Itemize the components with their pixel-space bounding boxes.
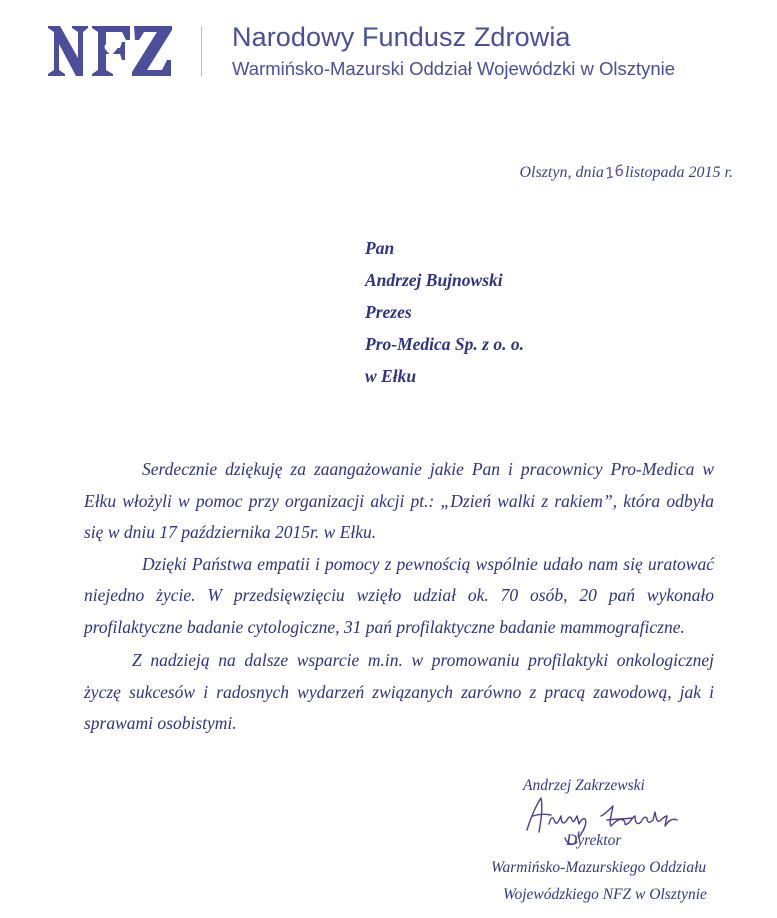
recipient-line: Pro-Medica Sp. z o. o.: [365, 334, 524, 354]
signatory-name: Andrzej Zakrzewski: [523, 777, 645, 794]
signatory-title: Dyrektor: [566, 832, 622, 849]
recipient-line: Andrzej Bujnowski: [365, 270, 503, 290]
signatory-org-line: Warmińsko-Mazurskiego Oddziału: [491, 859, 707, 876]
recipient-line: Pan: [365, 238, 395, 258]
dateline-rest: listopada 2015 r.: [624, 164, 733, 181]
org-branch: Warmińsko-Mazurski Oddział Wojewódzki w Olsztynie: [232, 58, 676, 79]
body-paragraph: Dzięki Państwa empatii i pomocy z pewnością wspólnie udało nam się uratować niejedno życie. W przedsięwzięciu wzięło udział ok. 70 osób, 20 pań wykonało profilaktyczne badanie cytologiczne, 31 pań profilaktyczne badanie mammograficzne.: [84, 553, 714, 637]
letter-body: [84, 454, 714, 740]
dateline: [519, 163, 733, 182]
dateline-day-handwritten: 16: [603, 161, 626, 183]
body-paragraph: Z nadzieją na dalsze wsparcie m.in. w promowaniu profilaktyki onkologicznej życzę sukcesów i radosnych wydarzeń związanych zarówno z pracą zawodową, jak i sprawami osobistymi.: [84, 650, 714, 733]
header-divider: [201, 26, 202, 76]
recipient-line: w Ełku: [365, 366, 417, 386]
body-paragraph: Serdecznie dziękuję za zaangażowanie jakie Pan i pracownicy Pro-Medica w Ełku włożyli w pomoc przy organizacji akcji pt.: „Dzień walki z rakiem”, która odbyła się w dniu 17 października 2015r. w Ełku.: [84, 459, 714, 542]
signatory-org-line: Wojewódzkiego NFZ w Olsztynie: [503, 886, 707, 903]
recipient-block: [365, 232, 524, 392]
recipient-line: Prezes: [365, 302, 412, 322]
dateline-prefix: Olsztyn, dnia: [519, 164, 604, 181]
org-name: Narodowy Fundusz Zdrowia: [232, 22, 571, 52]
nfz-logo: [48, 24, 172, 78]
